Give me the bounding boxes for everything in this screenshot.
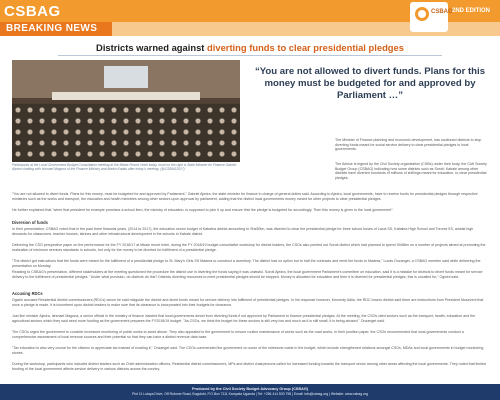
accusing-paragraph-3: The CSOs urged the government to consider increased monitoring of public works to avoid abuse. They also appealed to the government to ensure routine maintenance of works such as the road works. In their position paper, the CSOs recommended that local governments conduct a comprehensive assessment of local revenue sources and their potential so that they can have a district revenue data base. — [12, 330, 464, 339]
headline-lead: Districts warned against — [96, 42, 205, 53]
photo-head-table — [52, 92, 200, 100]
right-paragraph-1: The Minister of Finance planning and economic development, has cautioned districts to stop diverting funds meant for social service delivery to clear presidential pledges in local governments. — [335, 138, 482, 152]
edition-label: 2ND EDITION — [452, 8, 491, 14]
accusing-paragraph-2: Just like minister Ajedra, Ishmael Magona, a senior official in the ministry of finance insisted that local governments desist from diverting funds if not approved by Parliament to finance presidential pledges. At the meeting, the CSOs cited sectors such as the transport, health, education and the agricultural sectors which they said need more funding as the government prepares the FY2018/19 budget. "As CSOs, we think the budget for these sectors is still very low and much as it is still small, it is being abused," Onzanget said. — [12, 314, 476, 323]
headline-highlight: diverting funds to clear presidential pledges — [207, 42, 404, 53]
meeting-photo — [12, 60, 240, 162]
footer-producer: Produced by the Civil Society Budget Advocacy Group (CSBAG) — [191, 387, 309, 391]
logo-ring-icon — [415, 7, 429, 21]
diversion-paragraph-4: Reacting to CSBAG's presentation, different stakeholders at the meeting questioned the procedure the district use in diverting the funds saying it was unlawful. Soroti Ajedra, the local government Parliament's committee on education, said it is a mistake for districts to divert funds meant for service delivery to the fulfillment of presidential pledges. "Under what provision, do districts do this? Districts diverting resources to meet presidential pledges should be stopped. Money is allocated for education and then it is diverted for presidential pledges, this is uncalled for," Ogwini said. — [12, 270, 483, 279]
headline-divider — [58, 55, 442, 56]
photo-audience — [12, 104, 240, 162]
right-paragraph-2: The Advice is legend by the Civil Society organization (CSBs) under their body, the Civil Society Budget Group (CSBAG) indicating how some districts such as Soroti, Kabale among other districts have diverted hundreds of millions of shillings meant for education, to clear presidential pledges. — [335, 162, 487, 181]
accusing-paragraph-5: During the workshop, participants who included district leaders such as Chief administration officers, Residential district commissioners, MPs and district chairpersons called for increased funding towards the transport sector among other areas affecting the local governments. They noted that limited funding of the local government affects service delivery in various districts across the country. — [12, 362, 487, 371]
subhead-diversion: Diversion of funds — [12, 220, 48, 225]
diversion-paragraph-1: In their presentation, CSBAG noted that in the past three financial years, (2014 to 2017), the education sector budget of Kabalea district amounting to Shs50bn, was diverted to clear the presidential pledge for three school buses of Lwua SS, Kabalea High School and Tororra SS, amidst high demands for classrooms, teacher houses, latrines and other infrastructural development in the schools in Kabale district. — [12, 227, 474, 236]
photo-screen — [104, 66, 148, 88]
pull-quote: “You are not allowed to divert funds. Plans for this money must be budgeted for and approved by Parliament …” — [254, 66, 486, 101]
footer-contact: Plot 11 Lutaya Drive, Off Rufume Road, Bugolobi, P.O.Box 7111 Kampala Uganda | Tel: +256 414 530 798 | Email: info@csbag.org | Website: www.csbag.org — [132, 392, 368, 396]
subhead-accusing: Accusing RDCs — [12, 291, 43, 296]
csbag-logo — [410, 2, 453, 32]
accusing-paragraph-1: Ogwini accused Residential district commissioners (RDCs) whom he said misguide the district and divert funds meant for service delivery into fulfilment of presidential pledges. In his response however, Kennedy Adlia, the RDC lowero district said there are instructions from President Museveni that once a pledge is made, it is incumbent upon district leaders to make sure that its clearance is incorporated into their budgets for clearance. — [12, 298, 484, 307]
further-paragraph: He further explained that "when that president for example promises a school item, the ministry of education, is supposed to pick it up and ensure that the pledge is budgeted for accordingly. Then this money is given to the local government". — [12, 208, 394, 212]
diversion-paragraph-2: Delivering the CSO perspective paper on the performance for the FY 2016/17 at Mbale resort hotel, during the FY 2018/19 budget consultative workshop for district leaders, the CSOs also pointed out Soroti district which had planned to spend Sh58bn on a number of projects aimed at promoting the realization of minimum services standards in schools, but only for the money to be diverted for fulfillment of a presidential pledge. — [12, 243, 486, 252]
intro-paragraph: "You are not allowed to divert funds. Plans for this money, must be budgeted for and approved by Parliament," Gabriel Ajedra, the state minister for finance in charge of general duties said. According to Ajedra, local governments, have to receive funds for presidential pledges through respective ministries such as the works and transport, the education and health ministries among other sectors upon approval by parliament, adding that the district local governments money meant for other projects to clear presidential pledges. — [12, 192, 478, 201]
diversion-paragraph-3: "The district got instructions that the funds were meant for the fulfillment of a presidential pledge to St. Mary's Girls SS Madera to construct a dormitory. The district had no option but to halt the contracts and remit the funds to Madera," Lucas Onzanget, a CSBAG member said while delivering the presentation on Monday. — [12, 259, 481, 268]
logo-text: CSBAG — [431, 9, 453, 15]
brand-title: CSBAG — [4, 3, 61, 20]
headline — [0, 42, 500, 53]
footer — [0, 384, 500, 400]
accusing-paragraph-4: "Tax education is also very crucial for the citizens to appreciate tax instead of evading it," Onzanget said. The CSOs commended the government on some of the milestone made in the budget, which include strengthened relations amongst CSOs, MDAs and local governments in budget monitoring stories. — [12, 346, 484, 355]
breaking-news-banner: BREAKING NEWS — [0, 22, 112, 36]
photo-caption: Participants at the Local Government Budget Consultation meeting at the Mbale Resort Hotel today. Inset on the right is State Minister for Finance Gabriel Ajedra chatting with Ishmael Magona of the Finance Ministry and Martin Kaddu after today's meeting. (@CSBAG2017) — [12, 163, 237, 172]
